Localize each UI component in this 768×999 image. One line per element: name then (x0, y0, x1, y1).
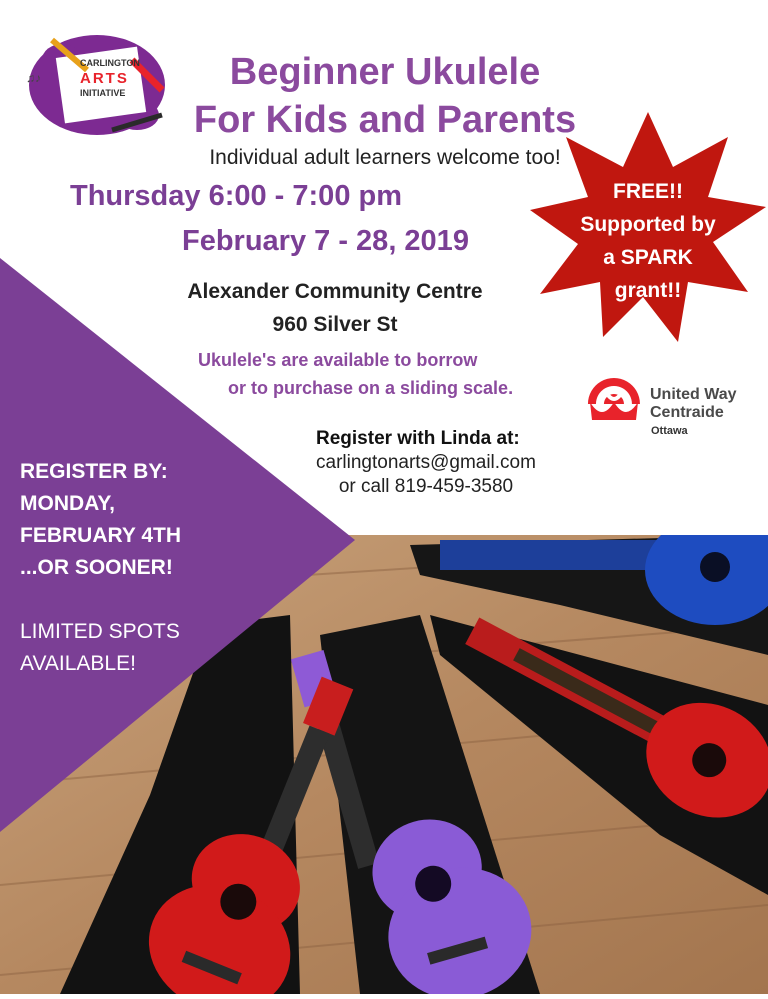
svg-text:♫♪: ♫♪ (26, 71, 41, 85)
register-heading: Register with Linda at: (316, 428, 520, 449)
register-phone: or call 819-459-3580 (338, 476, 514, 497)
class-time: Thursday 6:00 - 7:00 pm (70, 180, 402, 212)
united-way-line-2: Centraide (650, 404, 724, 421)
logo-text-initiative: INITIATIVE (80, 88, 126, 98)
badge-free: FREE!! (613, 180, 683, 203)
subtitle: Individual adult learners welcome too! (209, 146, 561, 169)
deadline-sooner: ...OR SOONER! (20, 556, 173, 579)
carlington-arts-logo (22, 30, 172, 140)
badge-supported-by: Supported by (580, 213, 716, 236)
register-by: REGISTER BY: (20, 460, 168, 483)
logo-text-carlington: CARLINGTON (80, 58, 140, 68)
class-dates: February 7 - 28, 2019 (182, 225, 469, 257)
limited-spots: LIMITED SPOTS (20, 620, 180, 643)
borrow-note-line-2: or to purchase on a sliding scale. (228, 378, 514, 398)
badge-grant: grant!! (614, 279, 682, 302)
title-line-2: For Kids and Parents (193, 99, 577, 141)
deadline-day: MONDAY, (20, 492, 115, 515)
united-way-line-1: United Way (650, 386, 737, 403)
register-email[interactable]: carlingtonarts@gmail.com (316, 452, 536, 473)
united-way-logo (584, 372, 644, 428)
available: AVAILABLE! (20, 652, 136, 675)
deadline-date: FEBRUARY 4TH (20, 524, 182, 547)
badge-spark: a SPARK (603, 246, 693, 269)
united-way-line-3: Ottawa (651, 425, 688, 437)
venue-address: 960 Silver St (272, 313, 398, 336)
venue-name: Alexander Community Centre (187, 280, 483, 303)
borrow-note-line-1: Ukulele's are available to borrow (198, 350, 478, 370)
logo-text-arts: ARTS (80, 70, 129, 87)
title-line-1: Beginner Ukulele (229, 51, 541, 93)
